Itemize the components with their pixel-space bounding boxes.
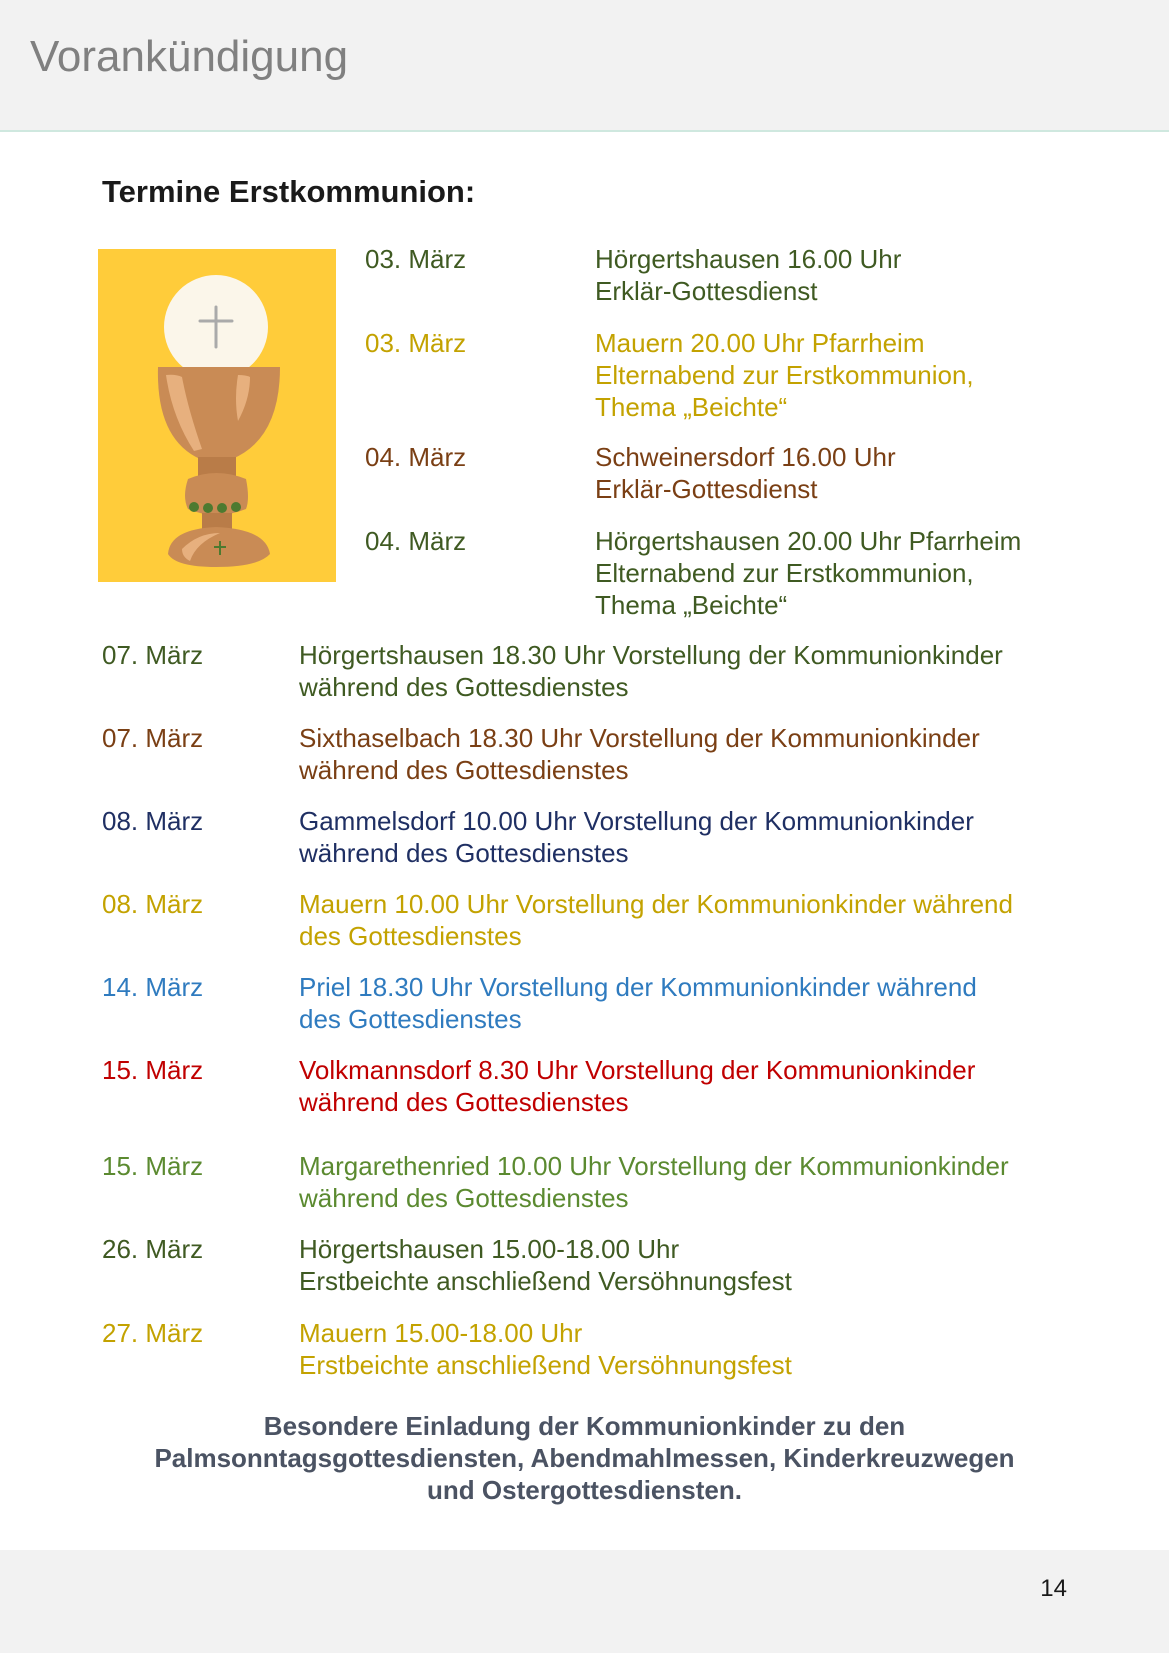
footer-band xyxy=(0,1550,1169,1653)
entry-line: Erstbeichte anschließend Versöhnungsfest xyxy=(299,1350,792,1380)
entry-date: 08. März xyxy=(102,806,204,836)
entry-description xyxy=(595,243,901,307)
note-line: Besondere Einladung der Kommunionkinder zu den xyxy=(263,1411,906,1441)
entry-line: Erklär-Gottesdienst xyxy=(595,276,818,306)
entry-date: 03. März xyxy=(365,244,467,274)
entry-line: während des Gottesdienstes xyxy=(299,1183,629,1213)
header-band xyxy=(0,0,1169,132)
entry-line: Erklär-Gottesdienst xyxy=(595,474,818,504)
note-line: und Ostergottesdiensten. xyxy=(427,1475,742,1505)
entry-description xyxy=(299,1317,792,1381)
entry-description xyxy=(595,525,1021,621)
section-title: Termine Erstkommunion: xyxy=(102,174,476,209)
entry-line: Gammelsdorf 10.00 Uhr Vorstellung der Kommunionkinder xyxy=(299,806,974,836)
chalice-icon xyxy=(98,249,336,582)
entry-description xyxy=(299,1054,975,1118)
entry-line: Margarethenried 10.00 Uhr Vorstellung der Kommunionkinder xyxy=(299,1151,1009,1181)
entry-description xyxy=(299,1150,1009,1214)
entry-line: des Gottesdienstes xyxy=(299,921,522,951)
entry-description xyxy=(595,441,896,505)
entry-line: Schweinersdorf 16.00 Uhr xyxy=(595,442,896,472)
entry-description xyxy=(299,1233,792,1297)
entry-line: Priel 18.30 Uhr Vorstellung der Kommunionkinder während xyxy=(299,972,977,1002)
entry-date: 27. März xyxy=(102,1318,204,1348)
entry-line: Volkmannsdorf 8.30 Uhr Vorstellung der Kommunionkinder xyxy=(299,1055,976,1085)
note-line: Palmsonntagsgottesdiensten, Abendmahlmessen, Kinderkreuzwegen xyxy=(154,1443,1015,1473)
entry-description xyxy=(299,639,1003,703)
entry-line: Sixthaselbach 18.30 Uhr Vorstellung der Kommunionkinder xyxy=(299,723,980,753)
entry-date: 08. März xyxy=(102,889,204,919)
entry-date: 14. März xyxy=(102,972,204,1002)
entry-line: Thema „Beichte“ xyxy=(595,590,788,620)
page-header-title: Vorankündigung xyxy=(30,32,349,81)
entry-description xyxy=(299,805,974,869)
entry-description xyxy=(299,888,1013,952)
entry-line: Hörgertshausen 16.00 Uhr xyxy=(595,244,902,274)
entry-date: 07. März xyxy=(102,640,204,670)
entry-date: 26. März xyxy=(102,1234,204,1264)
entry-date: 03. März xyxy=(365,328,467,358)
entry-line: Elternabend zur Erstkommunion, xyxy=(595,558,974,588)
entry-date: 15. März xyxy=(102,1151,204,1181)
invitation-note xyxy=(60,1410,1109,1506)
entry-line: Mauern 20.00 Uhr Pfarrheim xyxy=(595,328,925,358)
entry-line: während des Gottesdienstes xyxy=(299,755,629,785)
entry-date: 15. März xyxy=(102,1055,204,1085)
entry-line: des Gottesdienstes xyxy=(299,1004,522,1034)
entry-line: während des Gottesdienstes xyxy=(299,1087,629,1117)
entry-description xyxy=(595,327,974,423)
entry-date: 04. März xyxy=(365,526,467,556)
entry-line: Thema „Beichte“ xyxy=(595,392,788,422)
entry-description xyxy=(299,971,977,1035)
entry-line: während des Gottesdienstes xyxy=(299,672,629,702)
entry-line: Erstbeichte anschließend Versöhnungsfest xyxy=(299,1266,792,1296)
entry-line: Hörgertshausen 20.00 Uhr Pfarrheim xyxy=(595,526,1022,556)
entry-line: Mauern 15.00-18.00 Uhr xyxy=(299,1318,583,1348)
entry-line: Mauern 10.00 Uhr Vorstellung der Kommunionkinder während xyxy=(299,889,1013,919)
entry-line: während des Gottesdienstes xyxy=(299,838,629,868)
entry-date: 04. März xyxy=(365,442,467,472)
entry-date: 07. März xyxy=(102,723,204,753)
entry-line: Elternabend zur Erstkommunion, xyxy=(595,360,974,390)
entry-line: Hörgertshausen 15.00-18.00 Uhr xyxy=(299,1234,680,1264)
page-number: 14 xyxy=(1040,1575,1067,1602)
entry-description xyxy=(299,722,980,786)
entry-line: Hörgertshausen 18.30 Uhr Vorstellung der Kommunionkinder xyxy=(299,640,1003,670)
